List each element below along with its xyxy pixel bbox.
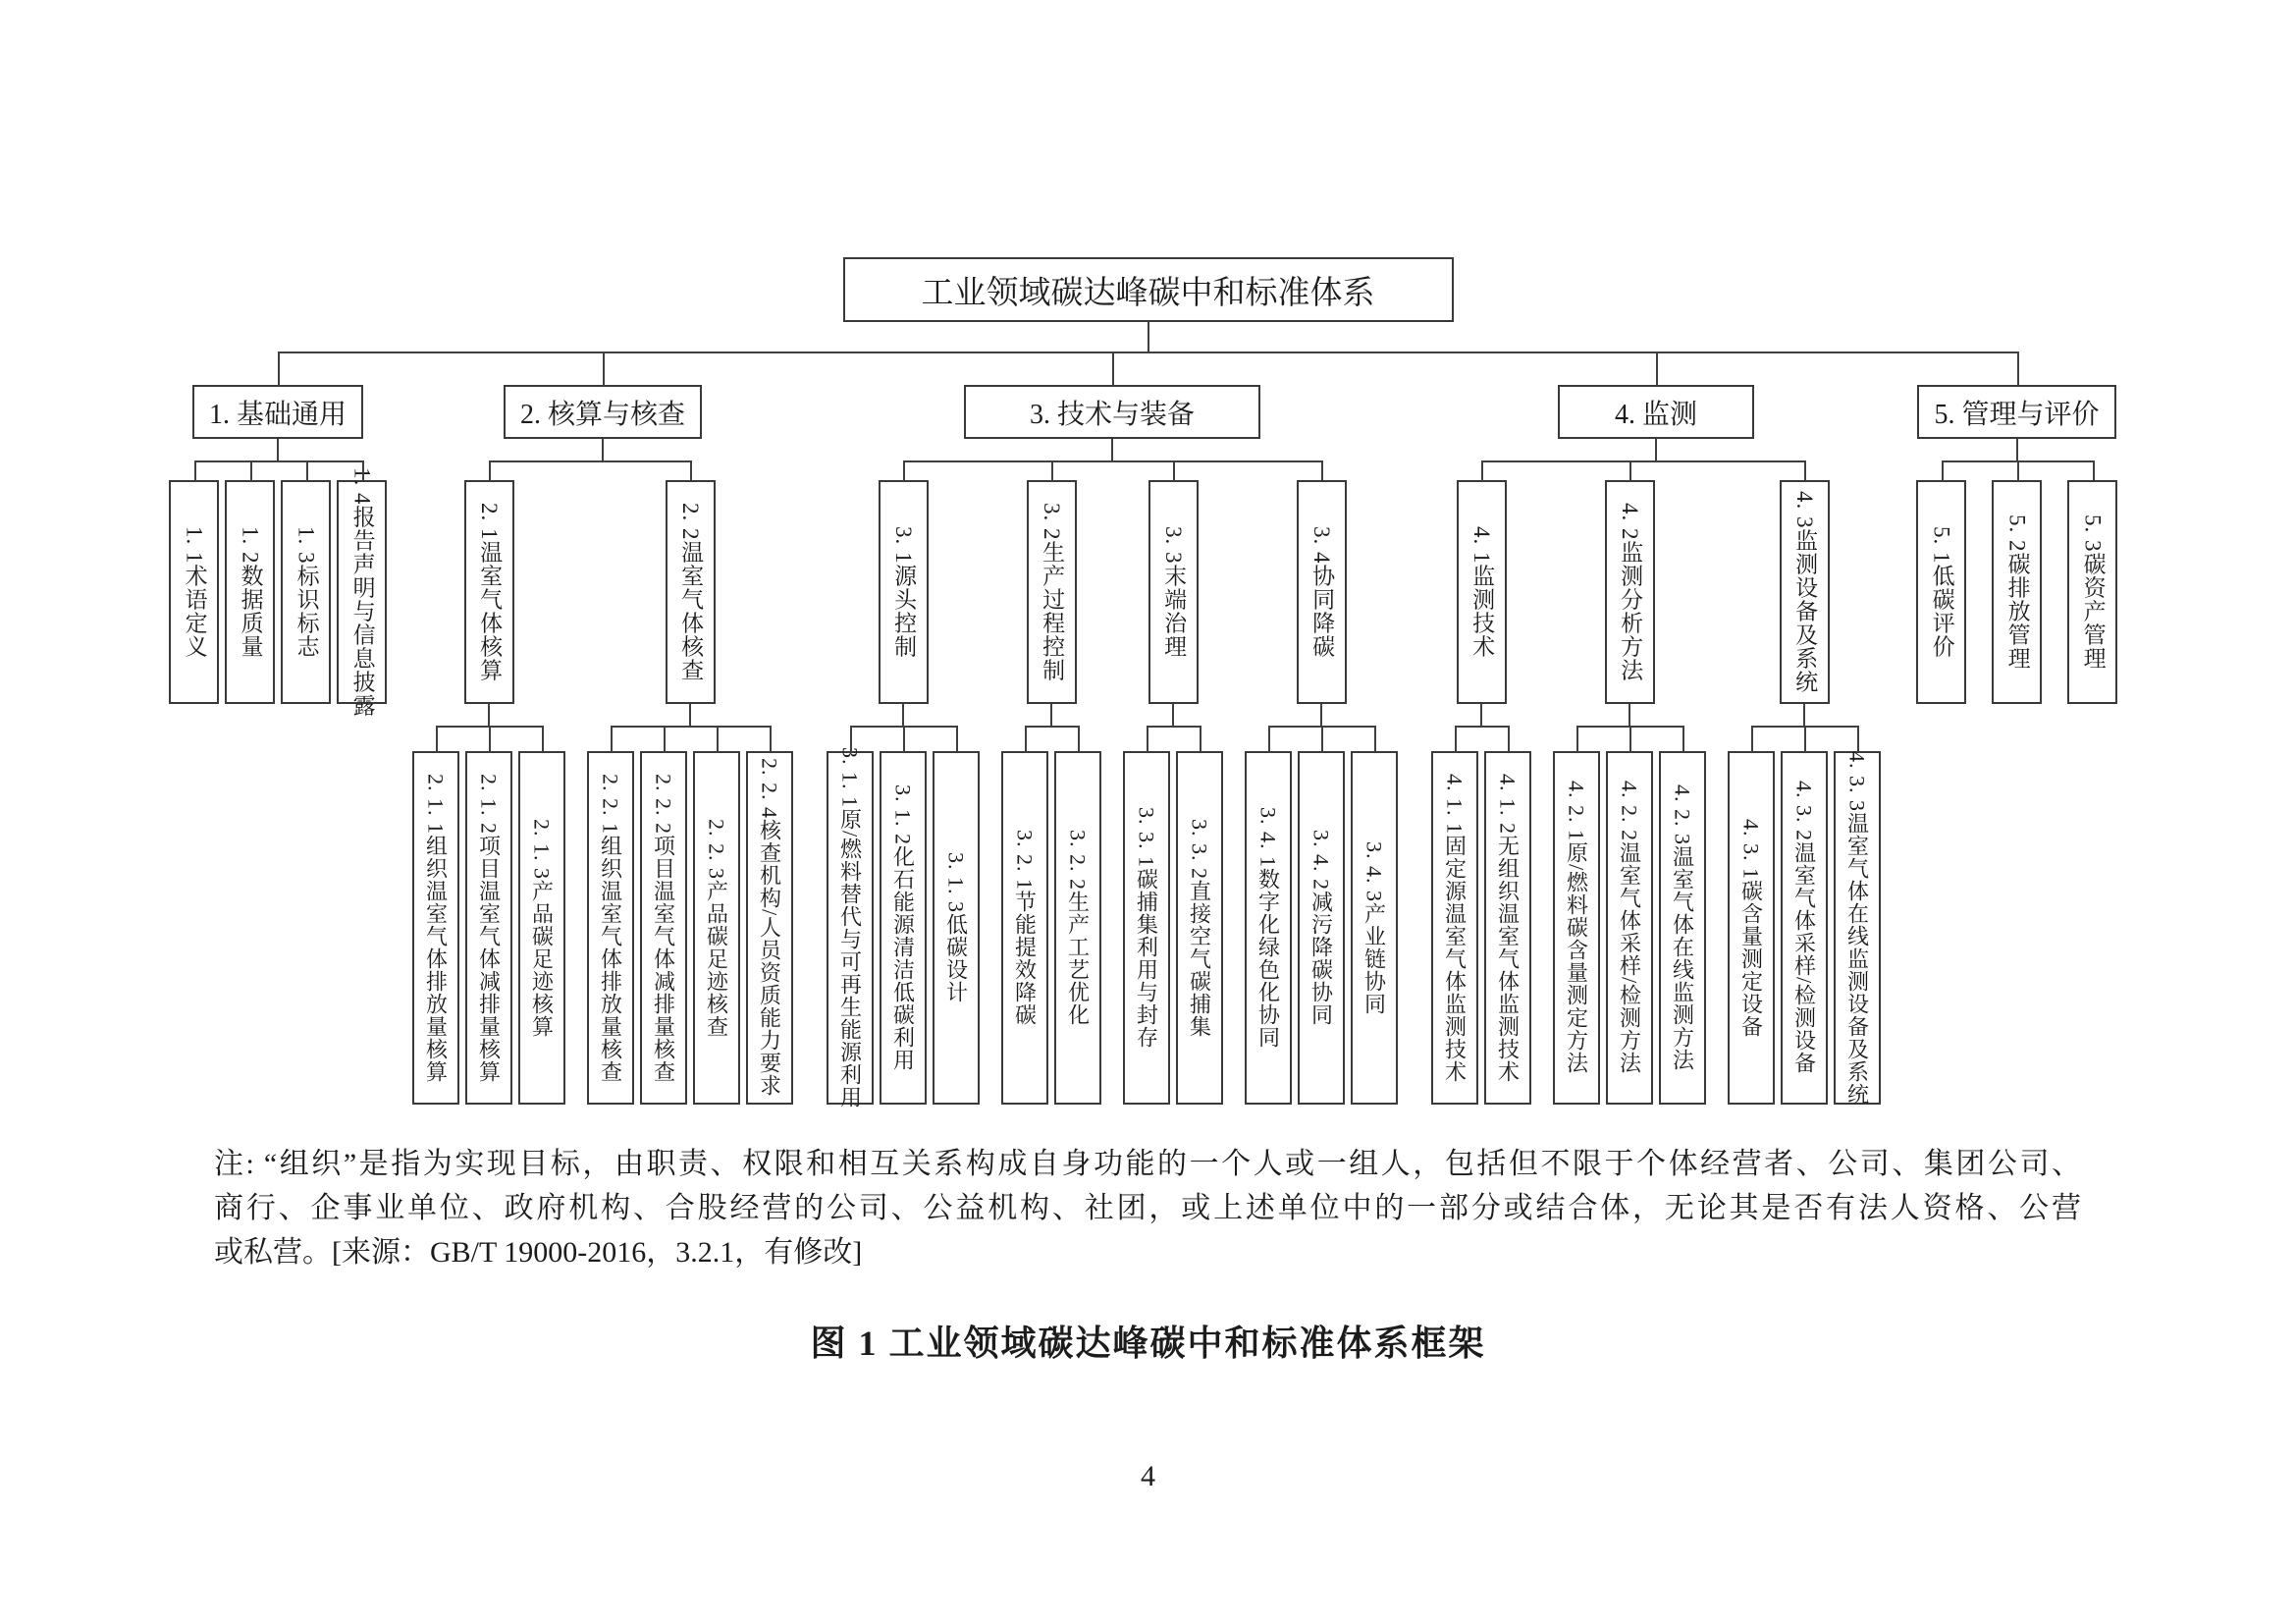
tree-node-1-3 [281,480,331,704]
tree-node-1-2 [225,480,275,704]
tree-children-4-1 [1428,726,1534,1105]
tree-node-5 [1917,385,2115,439]
tree-node-label-2-2-4: 2. 2. 4核查机构/人员资质能力要求 [757,758,782,1098]
tree-node-1 [192,385,363,439]
tree-branch-4-1-2 [1481,726,1534,1105]
tree-node-4-1-2 [1484,751,1531,1105]
tree-node-label-3-1-1: 3. 1. 1原/燃料替代与可再生能源利用 [837,746,863,1109]
tree-node-label-2-2-1: 2. 2. 1组织温室气体排放量核查 [598,773,623,1083]
tree-branch-4-2-3 [1656,726,1709,1105]
tree-node-4-3-3 [1834,751,1881,1105]
tree-node-2-2-4 [746,751,793,1105]
tree-node-label-4-1-2: 4. 1. 2无组织温室气体监测技术 [1495,773,1521,1083]
tree-node-label-2-2-2: 2. 2. 2项目温室气体减排量核查 [651,773,676,1083]
tree-node-3-4-3 [1351,751,1398,1105]
connector-down-3-2 [1050,704,1052,726]
tree-node-label-2: 2. 核算与核查 [519,399,685,430]
tree-children-root [160,352,2136,1109]
tree-node-label-5-3: 5. 3碳资产管理 [2080,514,2106,671]
tree-branch-5-3 [2055,460,2130,704]
tree-node-label-5: 5. 管理与评价 [1934,399,2100,430]
tree-branch-4-2-1 [1550,726,1603,1105]
tree-branch-5 [1897,352,2136,704]
tree-branch-4-1-1 [1428,726,1481,1105]
tree-children-3-3 [1120,726,1226,1105]
tree-node-label-2-1: 2. 1温室气体核算 [477,502,503,682]
note-line-2: 商行、企事业单位、政府机构、合股经营的公司、公益机构、社团，或上述单位中的一部分或结合体，无论其是否有法人资格、公营 [214,1192,2081,1224]
tree-branch-1 [160,352,396,718]
connector-down-2 [602,439,604,460]
connector-down-3-4 [1320,704,1322,726]
tree-node-label-2-1-2: 2. 1. 2项目温室气体减排量核算 [476,773,502,1083]
tree-node-label-1-4: 1. 4报告声明与信息披露 [349,466,375,718]
note-line-1: 注: “组织”是指为实现目标，由职责、权限和相互关系构成自身功能的一个人或一组人，包括但不限于个体经营者、公司、集团公司、 [214,1148,2081,1180]
tree-branch-4-3-2 [1778,726,1831,1105]
tree-node-3-3-2 [1176,751,1223,1105]
tree-node-label-1-3: 1. 3标识标志 [294,525,319,659]
tree-node-4-2-2 [1606,751,1653,1105]
tree-node-label-1-2: 1. 2数据质量 [238,525,263,659]
tree-node-label-3-1-3: 3. 1. 3低碳设计 [943,852,969,1003]
tree-node-label-3-4-2: 3. 4. 2减污降碳协同 [1308,830,1334,1026]
tree-node-4-2-3 [1659,751,1706,1105]
tree-node-label-3-3-1: 3. 3. 1碳捕集利用与封存 [1134,807,1159,1049]
tree-branch-2-2-1 [584,726,637,1105]
tree-branch-4-3 [1717,460,1892,1105]
tree-branch-root [160,257,2136,1109]
tree-node-label-2-2: 2. 2温室气体核查 [678,502,704,682]
tree-node-4-3-1 [1728,751,1775,1105]
tree-node-3-2 [1027,480,1077,704]
page-number: 4 [1141,1460,1155,1492]
tree-node-label-1: 1. 基础通用 [208,399,347,430]
tree-branch-4 [1415,352,1897,1105]
figure-caption: 图 1 工业领域碳达峰碳中和标准体系框架 [810,1324,1486,1363]
tree-children-2-2 [584,726,796,1105]
tree-children-3-1 [824,726,983,1109]
tree-children-3-2 [998,726,1104,1105]
tree-node-label-4-1: 4. 1监测技术 [1469,525,1495,659]
tree-node-label-4-3-2: 4. 3. 2温室气体采样/检测设备 [1791,781,1817,1075]
tree-branch-1-2 [222,460,278,704]
tree-node-label-3-4-1: 3. 4. 1数字化绿色化协同 [1255,807,1281,1049]
tree-node-label-4-3-3: 4. 3. 3温室气体在线监测设备及系统 [1844,750,1870,1106]
tree-branch-3-1-3 [930,726,983,1105]
tree-node-label-4-3-1: 4. 3. 1碳含量测定设备 [1738,818,1764,1038]
tree-node-2-1 [464,480,514,704]
tree-children-2-1 [409,726,568,1105]
tree-node-4-3 [1780,480,1830,704]
tree-node-5-1 [1916,480,1966,704]
tree-branch-3-2-1 [998,726,1051,1105]
tree-node-label-3-2: 3. 2生产过程控制 [1040,502,1065,682]
tree-node-4-1-1 [1431,751,1478,1105]
tree-branch-3-3 [1112,460,1234,1105]
tree-node-3-1-1 [827,746,874,1109]
connector-down-4-2 [1629,704,1630,726]
connector-down-4-3 [1803,704,1805,726]
tree-node-2-2-3 [693,751,740,1105]
tree-node-3-3-1 [1123,751,1170,1105]
tree-children-1 [166,460,390,718]
tree-node-label-4-2: 4. 2监测分析方法 [1618,502,1643,682]
tree-root-level [160,257,2136,1109]
tree-node-label-2-2-3: 2. 2. 3产品碳足迹核查 [704,818,729,1038]
tree-node-4-2 [1605,480,1655,704]
tree-node-label-1-1: 1. 1术语定义 [182,525,207,659]
tree-node-3 [964,385,1260,439]
tree-node-label-2-1-3: 2. 1. 3产品碳足迹核算 [529,818,555,1038]
tree-node-3-3 [1148,480,1199,704]
connector-down-4 [1655,439,1657,460]
connector-down-3-1 [902,704,904,726]
tree-node-3-2-1 [1001,751,1048,1105]
tree-branch-2-2-3 [690,726,743,1105]
tree-children-4-2 [1550,726,1709,1105]
tree-node-label-5-1: 5. 1低碳评价 [1929,525,1954,659]
tree-branch-4-3-3 [1831,726,1884,1105]
tree-branch-4-3-1 [1725,726,1778,1105]
tree-branch-4-2-2 [1603,726,1656,1105]
tree-branch-3-3-1 [1120,726,1173,1105]
tree-node-label-4-1-1: 4. 1. 1固定源温室气体监测技术 [1442,773,1468,1083]
tree-node-label-3: 3. 技术与装备 [1029,399,1195,430]
tree-branch-5-2 [1979,460,2055,704]
tree-branch-1-4 [334,460,390,718]
tree-branch-3-1-1 [824,726,877,1109]
tree-node-root [843,257,1454,322]
tree-node-3-2-2 [1054,751,1101,1105]
tree-node-2-2-1 [587,751,634,1105]
connector-down-root [1148,322,1149,352]
connector-down-3-3 [1172,704,1174,726]
tree-node-label-4-2-2: 4. 2. 2温室气体采样/检测方法 [1617,781,1642,1075]
tree-branch-3-1-2 [877,726,930,1105]
tree-children-4 [1420,460,1892,1105]
tree-node-2 [504,385,702,439]
tree-node-label-3-3: 3. 3末端治理 [1161,525,1187,659]
tree-branch-3-1 [816,460,990,1109]
note-text [214,1142,2081,1274]
connector-down-5 [2016,439,2018,460]
tree-branch-2-2-2 [637,726,690,1105]
note-line-3: 或私营。[来源：GB/T 19000-2016，3.2.1，有修改] [214,1236,863,1269]
tree-node-3-1 [879,480,929,704]
tree-node-5-3 [2067,480,2117,704]
tree-node-4-3-2 [1781,751,1828,1105]
tree-node-label-3-1-2: 3. 1. 2化石能源清洁低碳利用 [890,784,916,1071]
tree-branch-2-1 [401,460,576,1105]
tree-node-5-2 [1992,480,2042,704]
tree-branch-3-4-2 [1295,726,1348,1105]
tree-branch-2-2 [576,460,804,1105]
tree-node-label-3-2-1: 3. 2. 1节能提效降碳 [1012,830,1038,1026]
tree-branch-5-1 [1903,460,1979,704]
connector-down-3 [1111,439,1113,460]
tree-branch-2-2-4 [743,726,796,1105]
tree-node-label-3-4: 3. 4协同降碳 [1309,525,1335,659]
tree-children-5 [1903,460,2130,704]
tree-node-label-root: 工业领域碳达峰碳中和标准体系 [921,275,1375,311]
standard-system-diagram [0,257,2296,1109]
tree-node-label-3-3-2: 3. 3. 2直接空气碳捕集 [1187,818,1212,1038]
tree-node-2-2 [666,480,716,704]
tree-branch-3-4-1 [1242,726,1295,1105]
tree-branch-4-2 [1542,460,1717,1105]
tree-node-3-4-1 [1245,751,1292,1105]
tree-branch-3-4 [1234,460,1409,1105]
tree-node-4-1 [1457,480,1507,704]
tree-branch-3-2 [990,460,1112,1105]
tree-children-4-3 [1725,726,1884,1105]
connector-down-1 [277,439,279,460]
tree-node-3-4 [1297,480,1347,704]
tree-children-3-4 [1242,726,1401,1105]
tree-node-label-5-2: 5. 2碳排放管理 [2004,514,2030,671]
tree-node-2-1-1 [412,751,459,1105]
tree-node-label-3-2-2: 3. 2. 2生产工艺优化 [1065,830,1091,1026]
tree-branch-3-4-3 [1348,726,1401,1105]
tree-node-1-4 [337,466,387,718]
tree-branch-3 [810,352,1415,1109]
tree-node-label-4-2-3: 4. 2. 3温室气体在线监测方法 [1670,784,1695,1071]
tree-node-3-1-3 [933,751,980,1105]
tree-node-label-4-3: 4. 3监测设备及系统 [1792,490,1818,694]
tree-node-2-2-2 [640,751,687,1105]
tree-node-label-2-1-1: 2. 1. 1组织温室气体排放量核算 [423,773,449,1083]
tree-node-2-1-2 [465,751,512,1105]
tree-node-label-4: 4. 监测 [1614,399,1697,430]
tree-node-label-4-2-1: 4. 2. 1原/燃料碳含量测定方法 [1564,781,1589,1075]
tree-branch-4-1 [1420,460,1542,1105]
connector-down-4-1 [1480,704,1482,726]
tree-branch-2-1-3 [515,726,568,1105]
tree-node-4 [1558,385,1754,439]
tree-branch-2-1-2 [462,726,515,1105]
tree-children-2 [401,460,804,1105]
tree-node-4-2-1 [1553,751,1600,1105]
tree-branch-2 [396,352,810,1105]
connector-down-2-1 [488,704,490,726]
tree-node-1-1 [169,480,219,704]
tree-branch-3-3-2 [1173,726,1226,1105]
tree-children-3 [816,460,1409,1109]
tree-branch-1-1 [166,460,222,704]
tree-branch-2-1-1 [409,726,462,1105]
tree-node-label-3-4-3: 3. 4. 3产业链协同 [1362,840,1387,1015]
tree-node-3-4-2 [1298,751,1345,1105]
tree-node-3-1-2 [880,751,927,1105]
tree-node-2-1-3 [518,751,565,1105]
connector-down-2-2 [689,704,691,726]
tree-branch-1-3 [278,460,334,704]
tree-node-label-3-1: 3. 1源头控制 [891,525,917,659]
tree-branch-3-2-2 [1051,726,1104,1105]
